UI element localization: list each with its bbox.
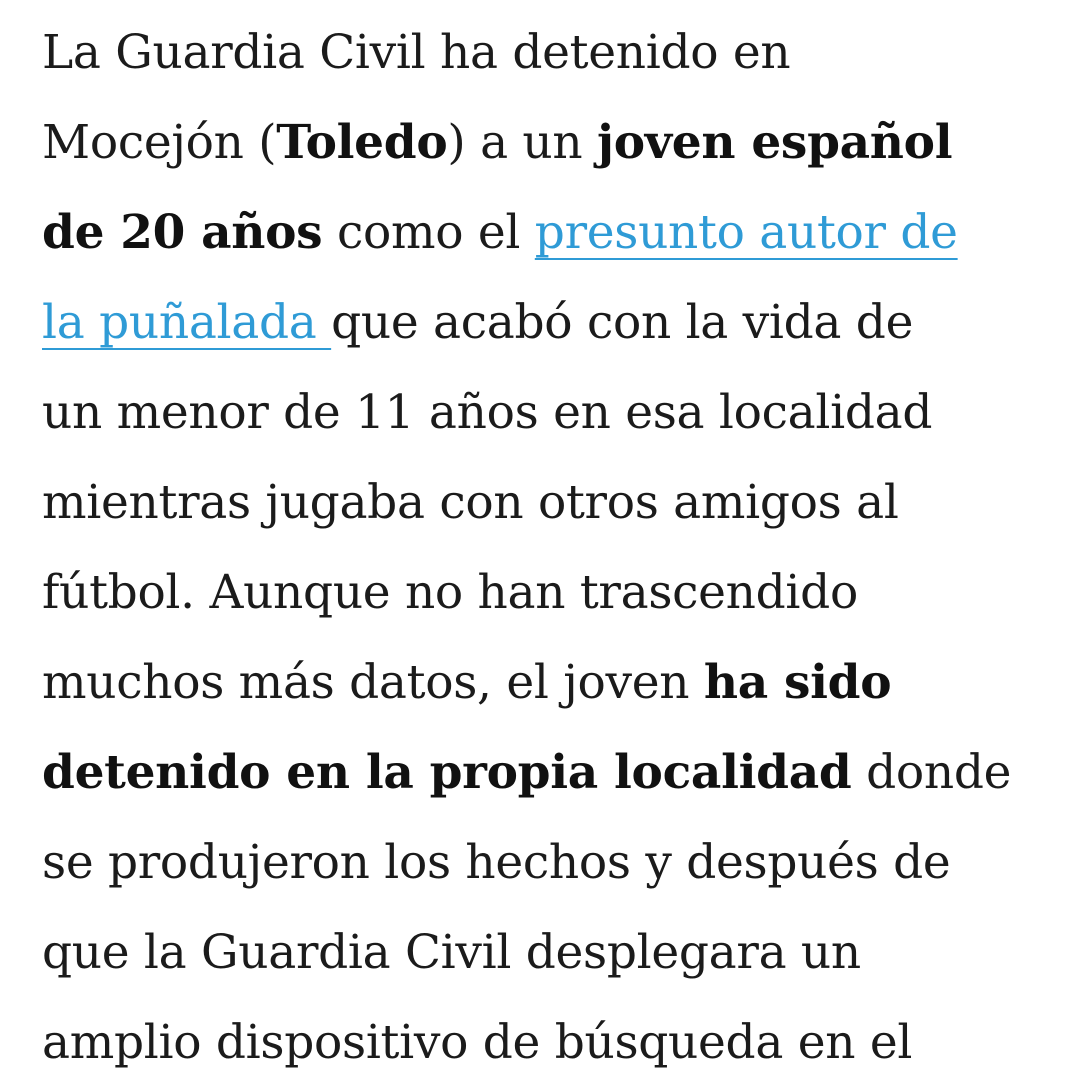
text-segment: como el	[322, 205, 535, 260]
paragraph-line-4	[42, 278, 1042, 368]
paragraph-line-8	[42, 638, 1042, 728]
text-segment: donde	[851, 745, 1012, 800]
text-segment: se produjeron los hechos y después de	[42, 835, 951, 890]
text-segment: mientras jugaba con otros amigos al	[42, 475, 899, 530]
paragraph-line-6	[42, 458, 1042, 548]
text-segment: ) a un	[447, 115, 598, 170]
paragraph-line-10	[42, 818, 1042, 908]
text-segment: que acabó con la vida de	[331, 295, 914, 350]
presunto-autor-link-continued[interactable]: la puñalada	[42, 295, 332, 350]
paragraph-line-9	[42, 728, 1042, 818]
bold-20-anos: de 20 años	[42, 205, 323, 260]
text-segment: Mocejón (	[42, 115, 277, 170]
paragraph-line-11	[42, 908, 1042, 998]
bold-detenido-localidad: detenido en la propia localidad	[42, 745, 852, 800]
bold-ha-sido: ha sido	[703, 655, 892, 710]
paragraph-line-1	[42, 8, 1042, 98]
text-segment: fútbol. Aunque no han trascendido	[42, 565, 858, 620]
paragraph-line-5	[42, 368, 1042, 458]
paragraph-line-2	[42, 98, 1042, 188]
presunto-autor-link[interactable]: presunto autor de	[534, 205, 958, 260]
paragraph-line-7	[42, 548, 1042, 638]
bold-joven-espanol: joven español	[597, 115, 953, 170]
article-paragraph	[42, 8, 1042, 1088]
text-segment: La Guardia Civil ha detenido en	[42, 25, 791, 80]
text-segment: un menor de 11 años en esa localidad	[42, 385, 933, 440]
text-segment: que la Guardia Civil desplegara un	[42, 925, 861, 980]
bold-place-toledo: Toledo	[276, 115, 448, 170]
paragraph-line-12	[42, 998, 1042, 1088]
text-segment: muchos más datos, el joven	[42, 655, 704, 710]
text-segment: amplio dispositivo de búsqueda en el	[42, 1015, 913, 1070]
paragraph-line-3	[42, 188, 1042, 278]
